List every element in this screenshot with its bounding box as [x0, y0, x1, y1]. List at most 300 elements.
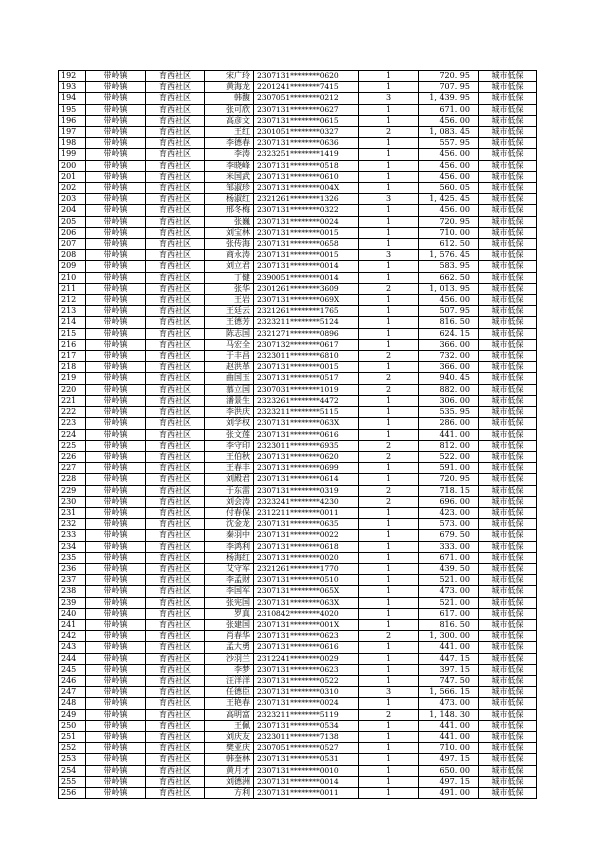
row-number-cell: 208 [59, 250, 86, 261]
town-cell: 带岭镇 [86, 384, 146, 395]
assistance-type-cell: 城市低保 [479, 250, 537, 261]
table-row [59, 194, 537, 205]
monthly-amount-cell: 491. 00 [419, 788, 479, 799]
id-number-cell: 2323241********4230 [254, 496, 359, 507]
town-cell: 带岭镇 [86, 339, 146, 350]
row-number-cell: 250 [59, 720, 86, 731]
assistance-type-cell: 城市低保 [479, 149, 537, 160]
town-cell: 带岭镇 [86, 328, 146, 339]
town-cell: 带岭镇 [86, 675, 146, 686]
table-row [59, 205, 537, 216]
id-number-cell: 2307131********0610 [254, 171, 359, 182]
row-number-cell: 238 [59, 586, 86, 597]
table-row [59, 519, 537, 530]
resident-name-cell: 王廷云 [205, 306, 254, 317]
row-number-cell: 218 [59, 362, 86, 373]
resident-name-cell: 秦羽中 [205, 530, 254, 541]
resident-name-cell: 陈志国 [205, 328, 254, 339]
resident-name-cell: 慕立国 [205, 384, 254, 395]
table-row [59, 788, 537, 799]
monthly-amount-cell: 612. 50 [419, 239, 479, 250]
assistance-type-cell: 城市低保 [479, 216, 537, 227]
town-cell: 带岭镇 [86, 283, 146, 294]
monthly-amount-cell: 456. 00 [419, 160, 479, 171]
resident-name-cell: 王红 [205, 127, 254, 138]
id-number-cell: 2307131********0615 [254, 115, 359, 126]
row-number-cell: 197 [59, 127, 86, 138]
community-cell: 育西社区 [146, 507, 205, 518]
assistance-type-cell: 城市低保 [479, 227, 537, 238]
table-row [59, 328, 537, 339]
table-row [59, 82, 537, 93]
household-size-cell: 1 [359, 788, 419, 799]
household-size-cell: 1 [359, 664, 419, 675]
community-cell: 育西社区 [146, 171, 205, 182]
assistance-roster-table [58, 70, 537, 799]
household-size-cell: 2 [359, 373, 419, 384]
table-row [59, 474, 537, 485]
town-cell: 带岭镇 [86, 250, 146, 261]
monthly-amount-cell: 882. 00 [419, 384, 479, 395]
household-size-cell: 3 [359, 250, 419, 261]
assistance-type-cell: 城市低保 [479, 642, 537, 653]
household-size-cell: 1 [359, 731, 419, 742]
town-cell: 带岭镇 [86, 395, 146, 406]
community-cell: 育西社区 [146, 463, 205, 474]
id-number-cell: 2307031********1019 [254, 384, 359, 395]
row-number-cell: 229 [59, 485, 86, 496]
monthly-amount-cell: 456. 00 [419, 171, 479, 182]
assistance-type-cell: 城市低保 [479, 429, 537, 440]
town-cell: 带岭镇 [86, 788, 146, 799]
id-number-cell: 2307131********0015 [254, 362, 359, 373]
community-cell: 育西社区 [146, 250, 205, 261]
resident-name-cell: 李洪庆 [205, 407, 254, 418]
community-cell: 育西社区 [146, 127, 205, 138]
monthly-amount-cell: 521. 00 [419, 575, 479, 586]
assistance-type-cell: 城市低保 [479, 295, 537, 306]
id-number-cell: 2307132********0617 [254, 339, 359, 350]
town-cell: 带岭镇 [86, 541, 146, 552]
resident-name-cell: 张可欣 [205, 104, 254, 115]
assistance-type-cell: 城市低保 [479, 82, 537, 93]
resident-name-cell: 黄月才 [205, 765, 254, 776]
table-row [59, 552, 537, 563]
household-size-cell: 1 [359, 104, 419, 115]
table-row [59, 104, 537, 115]
id-number-cell: 2323211********5124 [254, 317, 359, 328]
monthly-amount-cell: 720. 95 [419, 71, 479, 82]
row-number-cell: 192 [59, 71, 86, 82]
id-number-cell: 2307131********0015 [254, 250, 359, 261]
assistance-type-cell: 城市低保 [479, 194, 537, 205]
household-size-cell: 1 [359, 608, 419, 619]
household-size-cell: 1 [359, 407, 419, 418]
resident-name-cell: 赵洪革 [205, 362, 254, 373]
table-row [59, 631, 537, 642]
row-number-cell: 251 [59, 731, 86, 742]
id-number-cell: 2321261********1326 [254, 194, 359, 205]
household-size-cell: 1 [359, 272, 419, 283]
id-number-cell: 2307131********0531 [254, 754, 359, 765]
monthly-amount-cell: 441. 00 [419, 642, 479, 653]
household-size-cell: 1 [359, 71, 419, 82]
monthly-amount-cell: 557. 95 [419, 138, 479, 149]
id-number-cell: 2321271********0896 [254, 328, 359, 339]
town-cell: 带岭镇 [86, 631, 146, 642]
household-size-cell: 1 [359, 675, 419, 686]
town-cell: 带岭镇 [86, 418, 146, 429]
assistance-type-cell: 城市低保 [479, 127, 537, 138]
row-number-cell: 215 [59, 328, 86, 339]
town-cell: 带岭镇 [86, 216, 146, 227]
household-size-cell: 1 [359, 82, 419, 93]
town-cell: 带岭镇 [86, 563, 146, 574]
id-number-cell: 2201241********7415 [254, 82, 359, 93]
household-size-cell: 2 [359, 631, 419, 642]
row-number-cell: 212 [59, 295, 86, 306]
town-cell: 带岭镇 [86, 720, 146, 731]
community-cell: 育西社区 [146, 272, 205, 283]
monthly-amount-cell: 671. 00 [419, 104, 479, 115]
community-cell: 育西社区 [146, 194, 205, 205]
assistance-type-cell: 城市低保 [479, 93, 537, 104]
household-size-cell: 1 [359, 507, 419, 518]
assistance-type-cell: 城市低保 [479, 608, 537, 619]
id-number-cell: 2307131********069X [254, 295, 359, 306]
town-cell: 带岭镇 [86, 619, 146, 630]
row-number-cell: 202 [59, 183, 86, 194]
row-number-cell: 244 [59, 653, 86, 664]
table-row [59, 507, 537, 518]
town-cell: 带岭镇 [86, 687, 146, 698]
row-number-cell: 225 [59, 440, 86, 451]
community-cell: 育西社区 [146, 115, 205, 126]
assistance-type-cell: 城市低保 [479, 597, 537, 608]
community-cell: 育西社区 [146, 71, 205, 82]
community-cell: 育西社区 [146, 586, 205, 597]
resident-name-cell: 刘德洲 [205, 776, 254, 787]
row-number-cell: 207 [59, 239, 86, 250]
assistance-type-cell: 城市低保 [479, 709, 537, 720]
resident-name-cell: 马宏全 [205, 339, 254, 350]
assistance-type-cell: 城市低保 [479, 451, 537, 462]
row-number-cell: 226 [59, 451, 86, 462]
community-cell: 育西社区 [146, 317, 205, 328]
community-cell: 育西社区 [146, 93, 205, 104]
town-cell: 带岭镇 [86, 698, 146, 709]
row-number-cell: 254 [59, 765, 86, 776]
household-size-cell: 1 [359, 171, 419, 182]
household-size-cell: 1 [359, 698, 419, 709]
resident-name-cell: 李鸿利 [205, 541, 254, 552]
assistance-type-cell: 城市低保 [479, 395, 537, 406]
household-size-cell: 3 [359, 93, 419, 104]
table-row [59, 283, 537, 294]
resident-name-cell: 樊亚庆 [205, 743, 254, 754]
row-number-cell: 198 [59, 138, 86, 149]
monthly-amount-cell: 456. 00 [419, 295, 479, 306]
id-number-cell: 2307051********0527 [254, 743, 359, 754]
monthly-amount-cell: 720. 95 [419, 474, 479, 485]
row-number-cell: 235 [59, 552, 86, 563]
community-cell: 育西社区 [146, 619, 205, 630]
id-number-cell: 2323211********5115 [254, 407, 359, 418]
id-number-cell: 2323211********5119 [254, 709, 359, 720]
town-cell: 带岭镇 [86, 261, 146, 272]
table-row [59, 93, 537, 104]
monthly-amount-cell: 497. 15 [419, 776, 479, 787]
community-cell: 育西社区 [146, 261, 205, 272]
table-row [59, 440, 537, 451]
resident-name-cell: 刘庆友 [205, 731, 254, 742]
community-cell: 育西社区 [146, 687, 205, 698]
table-row [59, 496, 537, 507]
row-number-cell: 223 [59, 418, 86, 429]
table-row [59, 530, 537, 541]
assistance-type-cell: 城市低保 [479, 507, 537, 518]
assistance-type-cell: 城市低保 [479, 653, 537, 664]
household-size-cell: 1 [359, 541, 419, 552]
resident-name-cell: 米国武 [205, 171, 254, 182]
monthly-amount-cell: 441. 00 [419, 429, 479, 440]
table-row [59, 451, 537, 462]
town-cell: 带岭镇 [86, 194, 146, 205]
resident-name-cell: 杨海红 [205, 552, 254, 563]
table-row [59, 127, 537, 138]
monthly-amount-cell: 439. 50 [419, 563, 479, 574]
community-cell: 育西社区 [146, 239, 205, 250]
household-size-cell: 1 [359, 328, 419, 339]
id-number-cell: 2312211********0011 [254, 507, 359, 518]
row-number-cell: 220 [59, 384, 86, 395]
community-cell: 育西社区 [146, 642, 205, 653]
monthly-amount-cell: 366. 00 [419, 362, 479, 373]
row-number-cell: 241 [59, 619, 86, 630]
row-number-cell: 224 [59, 429, 86, 440]
table-row [59, 687, 537, 698]
id-number-cell: 2307131********0011 [254, 788, 359, 799]
resident-name-cell: 王春丰 [205, 463, 254, 474]
monthly-amount-cell: 447. 15 [419, 653, 479, 664]
community-cell: 育西社区 [146, 384, 205, 395]
table-row [59, 395, 537, 406]
assistance-type-cell: 城市低保 [479, 205, 537, 216]
id-number-cell: 2323251********1419 [254, 149, 359, 160]
assistance-type-cell: 城市低保 [479, 765, 537, 776]
community-cell: 育西社区 [146, 283, 205, 294]
assistance-type-cell: 城市低保 [479, 631, 537, 642]
town-cell: 带岭镇 [86, 552, 146, 563]
household-size-cell: 1 [359, 552, 419, 563]
monthly-amount-cell: 535. 95 [419, 407, 479, 418]
id-number-cell: 2307131********0319 [254, 485, 359, 496]
monthly-amount-cell: 333. 00 [419, 541, 479, 552]
household-size-cell: 1 [359, 563, 419, 574]
town-cell: 带岭镇 [86, 306, 146, 317]
table-row [59, 373, 537, 384]
resident-name-cell: 李梦 [205, 664, 254, 675]
monthly-amount-cell: 650. 00 [419, 765, 479, 776]
community-cell: 育西社区 [146, 698, 205, 709]
id-number-cell: 2307131********0614 [254, 474, 359, 485]
town-cell: 带岭镇 [86, 127, 146, 138]
community-cell: 育西社区 [146, 709, 205, 720]
community-cell: 育西社区 [146, 295, 205, 306]
row-number-cell: 193 [59, 82, 86, 93]
assistance-type-cell: 城市低保 [479, 474, 537, 485]
table-row [59, 295, 537, 306]
id-number-cell: 2307131********0024 [254, 698, 359, 709]
resident-name-cell: 罗真 [205, 608, 254, 619]
table-row [59, 418, 537, 429]
table-row [59, 720, 537, 731]
town-cell: 带岭镇 [86, 608, 146, 619]
monthly-amount-cell: 560. 05 [419, 183, 479, 194]
row-number-cell: 196 [59, 115, 86, 126]
assistance-type-cell: 城市低保 [479, 754, 537, 765]
assistance-type-cell: 城市低保 [479, 328, 537, 339]
resident-name-cell: 张巍 [205, 216, 254, 227]
household-size-cell: 1 [359, 418, 419, 429]
monthly-amount-cell: 710. 00 [419, 743, 479, 754]
row-number-cell: 217 [59, 351, 86, 362]
row-number-cell: 209 [59, 261, 86, 272]
community-cell: 育西社区 [146, 104, 205, 115]
assistance-type-cell: 城市低保 [479, 183, 537, 194]
resident-name-cell: 孟大勇 [205, 642, 254, 653]
resident-name-cell: 潘景生 [205, 395, 254, 406]
household-size-cell: 2 [359, 709, 419, 720]
monthly-amount-cell: 732. 00 [419, 351, 479, 362]
resident-name-cell: 任德臣 [205, 687, 254, 698]
household-size-cell: 1 [359, 216, 419, 227]
table-row [59, 675, 537, 686]
table-row [59, 250, 537, 261]
table-row [59, 709, 537, 720]
town-cell: 带岭镇 [86, 485, 146, 496]
monthly-amount-cell: 591. 00 [419, 463, 479, 474]
resident-name-cell: 王佩 [205, 720, 254, 731]
id-number-cell: 2307131********0014 [254, 261, 359, 272]
community-cell: 育西社区 [146, 82, 205, 93]
resident-name-cell: 王伯秋 [205, 451, 254, 462]
monthly-amount-cell: 1, 083. 45 [419, 127, 479, 138]
resident-name-cell: 李涛 [205, 149, 254, 160]
id-number-cell: 2307131********0616 [254, 429, 359, 440]
id-number-cell: 2307131********0015 [254, 227, 359, 238]
assistance-type-cell: 城市低保 [479, 171, 537, 182]
household-size-cell: 2 [359, 127, 419, 138]
household-size-cell: 2 [359, 440, 419, 451]
community-cell: 育西社区 [146, 552, 205, 563]
household-size-cell: 1 [359, 776, 419, 787]
row-number-cell: 234 [59, 541, 86, 552]
household-size-cell: 3 [359, 194, 419, 205]
monthly-amount-cell: 816. 50 [419, 619, 479, 630]
community-cell: 育西社区 [146, 788, 205, 799]
monthly-amount-cell: 423. 00 [419, 507, 479, 518]
resident-name-cell: 付春保 [205, 507, 254, 518]
id-number-cell: 2307131********0635 [254, 519, 359, 530]
id-number-cell: 2307131********0310 [254, 687, 359, 698]
id-number-cell: 2307131********0510 [254, 575, 359, 586]
monthly-amount-cell: 707. 95 [419, 82, 479, 93]
row-number-cell: 206 [59, 227, 86, 238]
table-row [59, 384, 537, 395]
community-cell: 育西社区 [146, 429, 205, 440]
id-number-cell: 2323261********4472 [254, 395, 359, 406]
household-size-cell: 1 [359, 586, 419, 597]
household-size-cell: 1 [359, 149, 419, 160]
resident-name-cell: 汪洋洋 [205, 675, 254, 686]
assistance-type-cell: 城市低保 [479, 530, 537, 541]
table-row [59, 138, 537, 149]
household-size-cell: 1 [359, 463, 419, 474]
town-cell: 带岭镇 [86, 104, 146, 115]
id-number-cell: 2301051********0327 [254, 127, 359, 138]
table-row [59, 731, 537, 742]
resident-name-cell: 王艳春 [205, 698, 254, 709]
row-number-cell: 195 [59, 104, 86, 115]
household-size-cell: 1 [359, 295, 419, 306]
assistance-type-cell: 城市低保 [479, 104, 537, 115]
table-row [59, 71, 537, 82]
town-cell: 带岭镇 [86, 407, 146, 418]
row-number-cell: 201 [59, 171, 86, 182]
monthly-amount-cell: 573. 00 [419, 519, 479, 530]
monthly-amount-cell: 286. 00 [419, 418, 479, 429]
row-number-cell: 246 [59, 675, 86, 686]
household-size-cell: 1 [359, 261, 419, 272]
assistance-type-cell: 城市低保 [479, 272, 537, 283]
town-cell: 带岭镇 [86, 463, 146, 474]
town-cell: 带岭镇 [86, 597, 146, 608]
id-number-cell: 2307131********0518 [254, 160, 359, 171]
monthly-amount-cell: 747. 50 [419, 675, 479, 686]
monthly-amount-cell: 456. 00 [419, 149, 479, 160]
table-row [59, 541, 537, 552]
id-number-cell: 2307131********0636 [254, 138, 359, 149]
household-size-cell: 1 [359, 183, 419, 194]
monthly-amount-cell: 397. 15 [419, 664, 479, 675]
household-size-cell: 1 [359, 339, 419, 350]
row-number-cell: 210 [59, 272, 86, 283]
id-number-cell: 2307131********0014 [254, 776, 359, 787]
resident-name-cell: 肖春华 [205, 631, 254, 642]
monthly-amount-cell: 522. 00 [419, 451, 479, 462]
household-size-cell: 1 [359, 642, 419, 653]
table-row [59, 653, 537, 664]
table-row [59, 608, 537, 619]
community-cell: 育西社区 [146, 519, 205, 530]
resident-name-cell: 于东雷 [205, 485, 254, 496]
town-cell: 带岭镇 [86, 765, 146, 776]
table-row [59, 317, 537, 328]
monthly-amount-cell: 456. 00 [419, 115, 479, 126]
assistance-type-cell: 城市低保 [479, 160, 537, 171]
community-cell: 育西社区 [146, 407, 205, 418]
assistance-type-cell: 城市低保 [479, 743, 537, 754]
row-number-cell: 222 [59, 407, 86, 418]
community-cell: 育西社区 [146, 339, 205, 350]
resident-name-cell: 商永涛 [205, 250, 254, 261]
assistance-type-cell: 城市低保 [479, 575, 537, 586]
town-cell: 带岭镇 [86, 373, 146, 384]
id-number-cell: 2307131********001X [254, 619, 359, 630]
table-row [59, 429, 537, 440]
row-number-cell: 233 [59, 530, 86, 541]
